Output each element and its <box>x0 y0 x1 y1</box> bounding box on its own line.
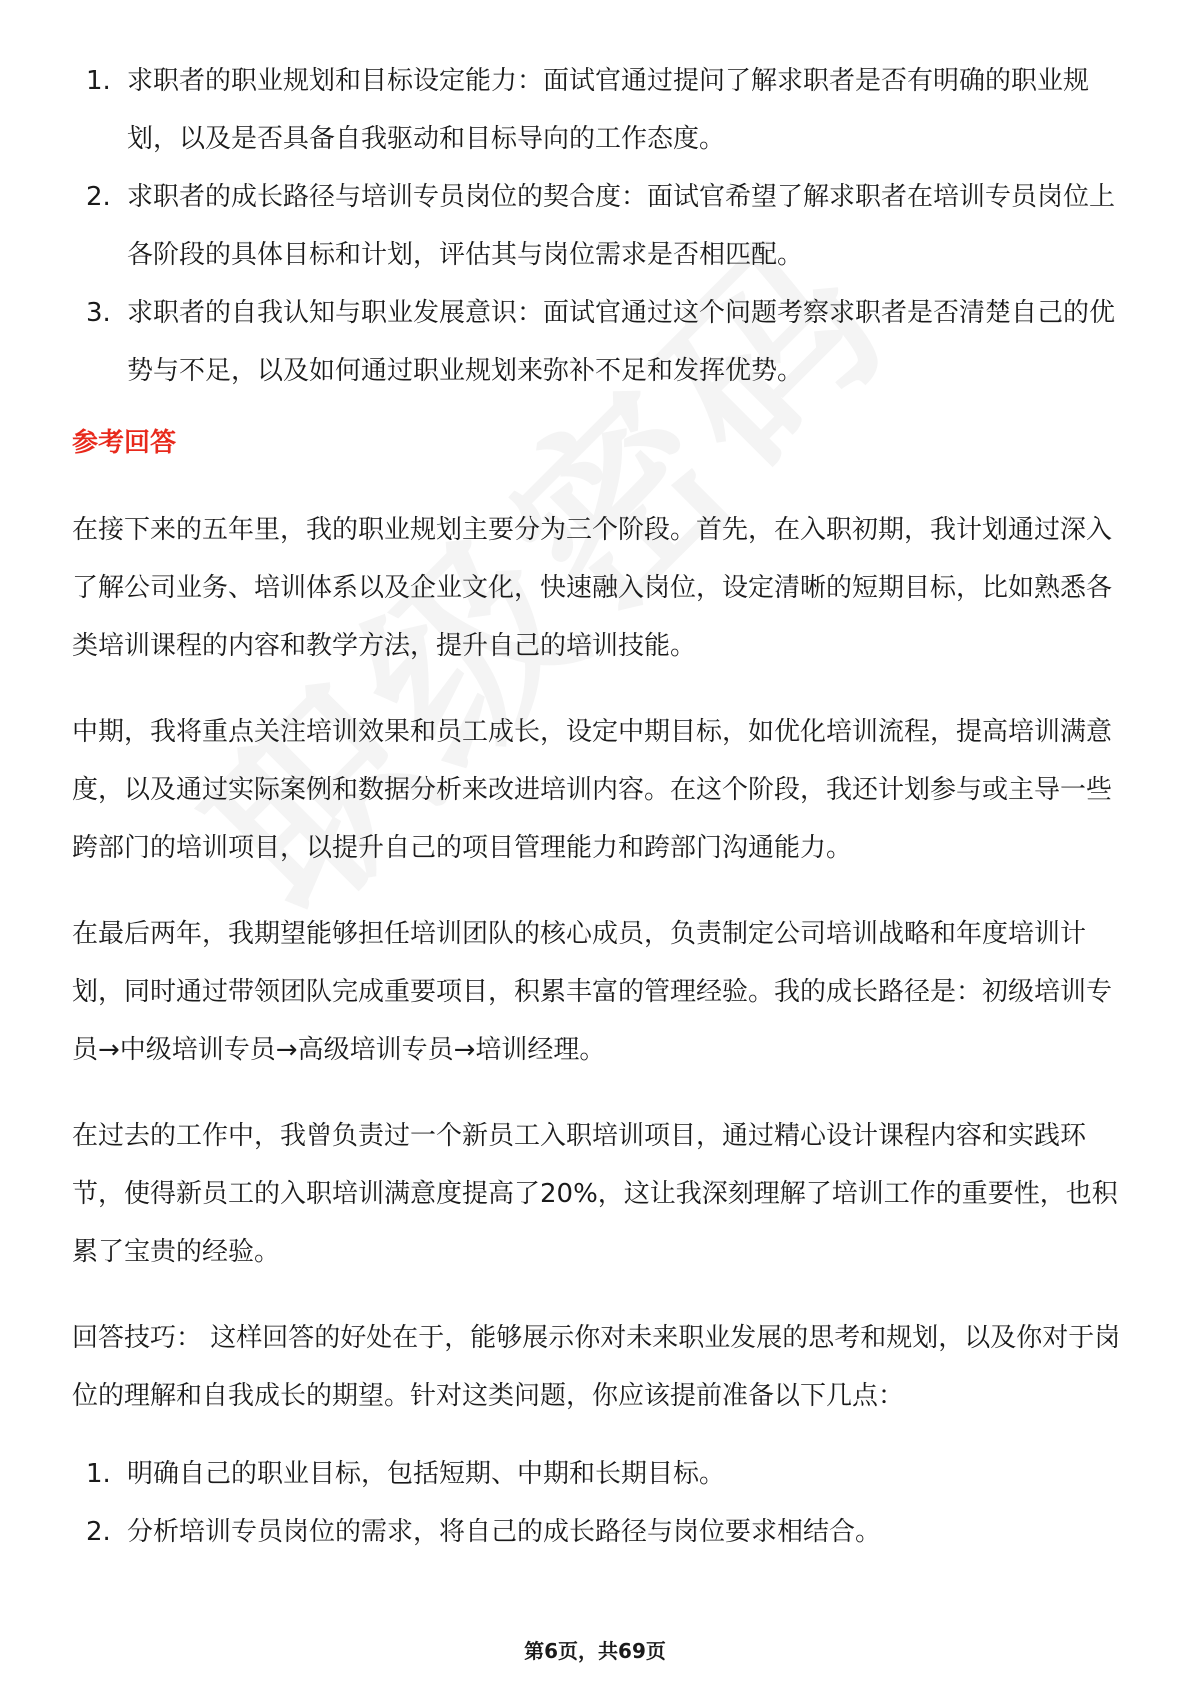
list-text: 求职者的成长路径与培训专员岗位的契合度：面试官希望了解求职者在培训专员岗位上各阶段的具体目标和计划，评估其与岗位需求是否相匹配。 <box>127 182 1116 270</box>
list-text: 明确自己的职业目标，包括短期、中期和长期目标。 <box>127 1459 726 1489</box>
top-list <box>72 52 1124 400</box>
list-item <box>72 284 1124 400</box>
list-text: 求职者的职业规划和目标设定能力：面试官通过提问了解求职者是否有明确的职业规划，以及是否具备自我驱动和目标导向的工作态度。 <box>127 66 1090 154</box>
list-item <box>72 52 1124 168</box>
list-text: 分析培训专员岗位的需求，将自己的成长路径与岗位要求相结合。 <box>127 1517 882 1547</box>
list-text: 求职者的自我认知与职业发展意识：面试官通过这个问题考察求职者是否清楚自己的优势与不足，以及如何通过职业规划来弥补不足和发挥优势。 <box>127 298 1116 386</box>
bottom-list <box>72 1445 1124 1561</box>
answer-paragraph: 中期，我将重点关注培训效果和员工成长，设定中期目标，如优化培训流程，提高培训满意度，以及通过实际案例和数据分析来改进培训内容。在这个阶段，我还计划参与或主导一些跨部门的培训项目，以提升自己的项目管理能力和跨部门沟通能力。 <box>72 717 1113 863</box>
list-item <box>72 168 1124 284</box>
list-number: 2. <box>86 182 111 212</box>
list-number: 3. <box>86 298 111 328</box>
list-item <box>72 1503 1124 1561</box>
page-footer: 第6页，共69页 <box>524 1639 666 1663</box>
answer-paragraph: 在过去的工作中，我曾负责过一个新员工入职培训项目，通过精心设计课程内容和实践环节，使得新员工的入职培训满意度提高了20%，这让我深刻理解了培训工作的重要性，也积累了宝贵的经验。 <box>72 1121 1118 1267</box>
list-number: 2. <box>86 1517 111 1547</box>
list-number: 1. <box>86 1459 111 1489</box>
page-content <box>72 52 1124 1561</box>
tips-paragraph: 回答技巧： 这样回答的好处在于，能够展示你对未来职业发展的思考和规划，以及你对于岗位的理解和自我成长的期望。针对这类问题，你应该提前准备以下几点： <box>72 1323 1121 1411</box>
answer-paragraph: 在最后两年，我期望能够担任培训团队的核心成员，负责制定公司培训战略和年度培训计划，同时通过带领团队完成重要项目，积累丰富的管理经验。我的成长路径是：初级培训专员→中级培训专员→高级培训专员→培训经理。 <box>72 919 1113 1065</box>
list-item <box>72 1445 1124 1503</box>
section-title: 参考回答 <box>72 428 177 458</box>
list-number: 1. <box>86 66 111 96</box>
answer-paragraph: 在接下来的五年里，我的职业规划主要分为三个阶段。首先，在入职初期，我计划通过深入了解公司业务、培训体系以及企业文化，快速融入岗位，设定清晰的短期目标，比如熟悉各类培训课程的内容和教学方法，提升自己的培训技能。 <box>72 515 1113 661</box>
